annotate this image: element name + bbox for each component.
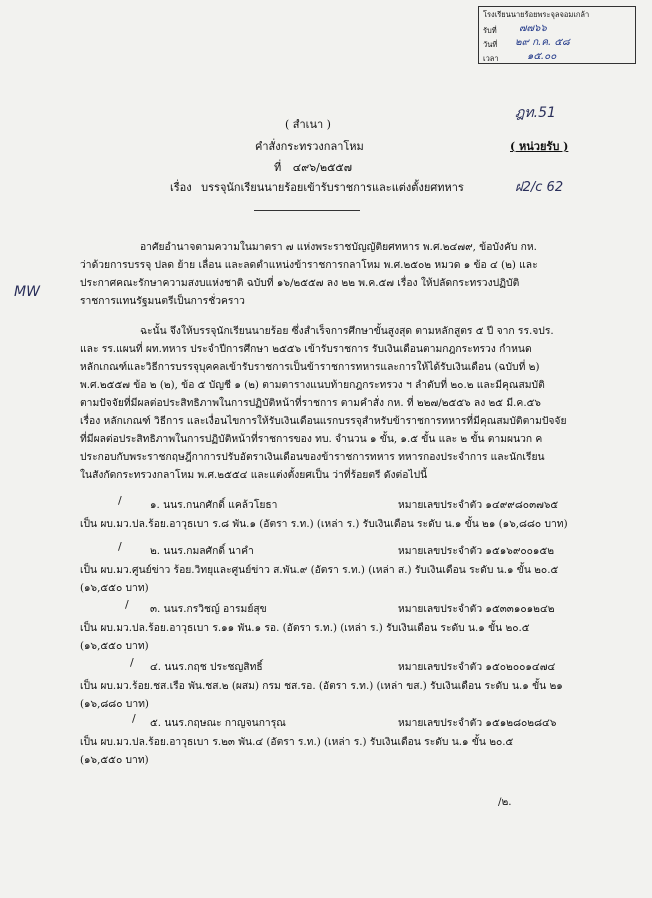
entry-id (398, 542, 554, 559)
entry-id-label: หมายเลขประจำตัว (398, 603, 483, 615)
copy-label: ( สำเนา ) (285, 118, 331, 131)
number-value: ๔๙๖/๒๕๕๗ (292, 161, 353, 174)
entry-detail: (๑๖,๘๘๐ บาท) (80, 698, 149, 710)
entry-detail: (๑๖,๕๕๐ บาท) (80, 582, 149, 594)
stamp-time-value: ๑๕.๐๐ (527, 51, 557, 62)
unit-label: ( หน่วยรับ ) (510, 140, 569, 153)
entry-id-value: ๑๕๓๓๑๐๑๒๔๒ (485, 603, 555, 615)
para1-line: ประกาศคณะรักษาความสงบแห่งชาติ ฉบับที่ ๑๖/๒๕๕๗ ลง ๒๒ พ.ค.๕๗ เรื่อง ให้ปลัดกระทรวงปฏิบัติ (80, 277, 520, 289)
entry-detail: เป็น ผบ.มว.ศูนย์ข่าว ร้อย.วิทยุและศูนย์ข่าว ส.พัน.๙ (อัตรา ร.ท.) (เหล่า ส.) รับเงินเดือน ระดับ น.๑ ขั้น ๒๐.๕ (80, 564, 559, 576)
stamp-date-label: วันที่ (483, 40, 498, 49)
subject-label: เรื่อง (170, 181, 192, 194)
para2-line: ฉะนั้น จึงให้บรรจุนักเรียนนายร้อย ซึ่งสำเร็จการศึกษาขั้นสูงสุด ตามหลักสูตร ๕ ปี จาก รร.จปร. (140, 325, 554, 337)
entry-detail: เป็น ผบ.มว.ปล.ร้อย.อาวุธเบา ร.๑๑ พัน.๑ รอ. (อัตรา ร.ท.) (เหล่า ร.) รับเงินเดือน ระดับ น.๑ ขั้น ๒๐.๕ (80, 622, 530, 634)
entry-id (398, 714, 556, 731)
entry-id-label: หมายเลขประจำตัว (398, 545, 483, 557)
number-label: ที่ (274, 161, 282, 174)
entry-id (398, 658, 555, 675)
para1-line: ว่าด้วยการบรรจุ ปลด ย้าย เลื่อน และลดตำแหน่งข้าราชการกลาโหม พ.ศ.๒๕๐๒ หมวด ๑ ข้อ ๔ (๒) และ (80, 259, 538, 271)
margin-initials: MW (14, 284, 40, 300)
entry-name: ๔. นนร.กฤช ประชญสิทธิ์ (150, 661, 263, 673)
subject-text: บรรจุนักเรียนนายร้อยเข้ารับราชการและแต่งตั้งยศทหาร (201, 181, 464, 194)
next-page-marker: /๒. (498, 796, 512, 808)
entry-id-value: ๑๔๙๙๘๐๓๗๖๕ (485, 499, 559, 511)
entry-id-value: ๑๕๐๒๐๐๑๔๗๔ (485, 661, 556, 673)
para2-line: ประกอบกับพระราชกฤษฎีกาการปรับอัตราเงินเดือนของข้าราชการทหาร ทหารกองประจำการ และนักเรียน (80, 451, 545, 463)
para2-line: พ.ศ.๒๕๕๗ ข้อ ๒ (๒), ข้อ ๕ บัญชี ๑ (๒) ตามตารางแนบท้ายกฎกระทรวง ฯ ลำดับที่ ๒๐.๒ และมีคุณสมบัติ (80, 379, 545, 391)
para1-line: ราชการแทนรัฐมนตรีเป็นการชั่วคราว (80, 295, 245, 307)
entry-detail: เป็น ผบ.มว.ปล.ร้อย.อาวุธเบา ร.๒๓ พัน.๔ (อัตรา ร.ท.) (เหล่า ร.) รับเงินเดือน ระดับ น.๑ ขั้น ๒๐.๕ (80, 736, 514, 748)
para2-line: และ รร.แผนที่ ผท.ทหาร ประจำปีการศึกษา ๒๕๕๖ เข้ารับราชการ รับเงินเดือนตามกฎกระทรวง กำหนด (80, 343, 532, 355)
para2-line: เรื่อง หลักเกณฑ์ วิธีการ และเงื่อนไขการให้รับเงินเดือนแรกบรรจุสำหรับข้าราชการทหารที่มีคุณสมบัติตามปัจจัย (80, 415, 567, 427)
entry-name: ๓. นนร.กรวิชญ์ อารมย์สุข (150, 603, 267, 615)
entry-detail: เป็น ผบ.มว.ปล.ร้อย.อาวุธเบา ร.๘ พัน.๑ (อัตรา ร.ท.) (เหล่า ร.) รับเงินเดือน ระดับ น.๑ ขั้น ๒๑ (๑๖,๘๘๐ บาท) (80, 518, 568, 530)
entry-detail: (๑๖,๕๕๐ บาท) (80, 754, 149, 766)
entry-detail: (๑๖,๕๕๐ บาท) (80, 640, 149, 652)
entry-detail: เป็น ผบ.มว.ร้อย.ชส.เรือ พัน.ชส.๒ (ผสม) กรม ชส.รอ. (อัตรา ร.ท.) (เหล่า ขส.) รับเงินเดือน ระดับ น.๑ ขั้น ๒๑ (80, 680, 563, 692)
handwritten-ref-second: ฝ2/c 62 (515, 180, 564, 195)
para2-line: ตามปัจจัยที่มีผลต่อประสิทธิภาพในการปฏิบัติหน้าที่ราชการ ตามคำสั่ง กห. ที่ ๒๒๗/๒๕๕๖ ลง ๒๕ มี.ค.๕๖ (80, 397, 541, 409)
header-divider (254, 210, 360, 211)
checkmark-icon: / (132, 712, 136, 725)
stamp-org: โรงเรียนนายร้อยพระจุลจอมเกล้า (483, 10, 590, 19)
para2-line: หลักเกณฑ์และวิธีการบรรจุบุคคลเข้ารับราชการเป็นข้าราชการทหารและการให้ได้รับเงินเดือน (ฉบับที่ ๒) (80, 361, 540, 373)
checkmark-icon: / (118, 540, 122, 553)
entry-name: ๑. นนร.กนกศักดิ์ แคล้วโยธา (150, 499, 278, 511)
stamp-time-label: เวลา (483, 54, 499, 63)
entry-id (398, 496, 558, 513)
handwritten-ref-top: ฎท.51 (515, 105, 556, 121)
entry-id-value: ๑๕๑๖๙๐๐๑๕๒ (485, 545, 555, 557)
entry-id-label: หมายเลขประจำตัว (398, 661, 483, 673)
entry-name: ๕. นนร.กฤษณะ กาญจนการุณ (150, 717, 286, 729)
entry-id (398, 600, 555, 617)
entry-id-label: หมายเลขประจำตัว (398, 499, 483, 511)
checkmark-icon: / (125, 598, 129, 611)
checkmark-icon: / (118, 494, 122, 507)
receiving-stamp (478, 6, 636, 64)
order-subject (170, 178, 464, 196)
entry-id-label: หมายเลขประจำตัว (398, 717, 483, 729)
order-number (274, 158, 352, 176)
stamp-date-value: ๒๙ ก.ค. ๕๘ (515, 37, 570, 48)
para1-line: อาศัยอำนาจตามความในมาตรา ๗ แห่งพระราชบัญญัติยศทหาร พ.ศ.๒๔๗๙, ข้อบังคับ กห. (140, 241, 537, 253)
checkmark-icon: / (130, 656, 134, 669)
para2-line: ที่มีผลต่อประสิทธิภาพในการปฏิบัติหน้าที่ราชการของ ทบ. จำนวน ๑ ขั้น, ๑.๕ ขั้น และ ๒ ขั้น ตามผนวก ค (80, 433, 543, 445)
para2-line: ในสังกัดกระทรวงกลาโหม พ.ศ.๒๕๕๔ และแต่งตั้งยศเป็น ว่าที่ร้อยตรี ดังต่อไปนี้ (80, 469, 428, 481)
entry-id-value: ๑๕๑๒๘๐๒๘๔๖ (485, 717, 557, 729)
stamp-received-label: รับที่ (483, 26, 497, 35)
order-title: คำสั่งกระทรวงกลาโหม (255, 140, 364, 153)
stamp-received-no: ๗๗๖๖ (519, 23, 547, 34)
entry-name: ๒. นนร.กมลศักดิ์ นาคำ (150, 545, 254, 557)
